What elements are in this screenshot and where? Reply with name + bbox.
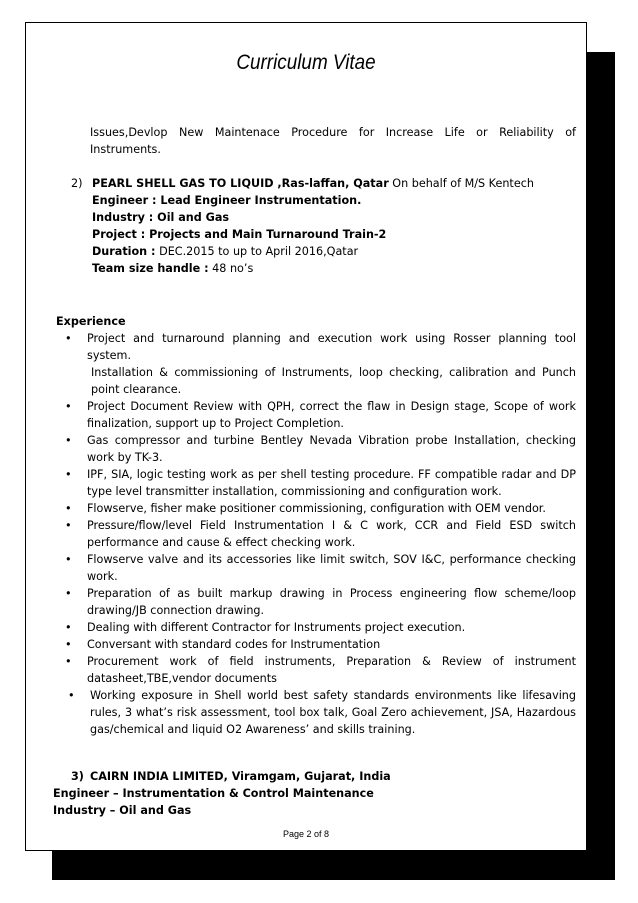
- experience-item-text: Working exposure in Shell world best safety standards environments like lifesaving rules, 3 what’s risk assessment, tool box talk, Goal Zero achievement, JSA, Hazardous gas/chemical and liquid O2 Awareness’ and skills training.: [90, 689, 576, 736]
- bullet: •: [65, 655, 72, 668]
- experience-item-text: Gas compressor and turbine Bentley Nevada Vibration probe Installation, checking work by TK-3.: [87, 434, 576, 464]
- project-3-engineer: Engineer – Instrumentation & Control Maintenance: [53, 787, 374, 800]
- project-2-block: [71, 175, 576, 277]
- experience-item-text: Conversant with standard codes for Instrumentation: [87, 638, 381, 651]
- experience-item: [63, 551, 576, 585]
- page-shadow-bottom: [52, 851, 615, 880]
- bullet: •: [65, 519, 72, 532]
- experience-item: [63, 500, 576, 517]
- bullet: •: [65, 468, 72, 481]
- project-2-team: [92, 260, 576, 277]
- project-2-company-suffix: On behalf of M/S Kentech: [388, 177, 534, 190]
- experience-item: [63, 466, 576, 500]
- bullet: •: [65, 553, 72, 566]
- experience-item-text: Project Document Review with QPH, correct the flaw in Design stage, Scope of work finalization, support up to Project Completion.: [87, 400, 576, 430]
- experience-item: [63, 585, 576, 619]
- experience-item-text: IPF, SIA, logic testing work as per shell testing procedure. FF compatible radar and DP type level transmitter installation, commissioning and configuration work.: [87, 468, 576, 498]
- experience-item-text: Flowserve valve and its accessories like limit switch, SOV I&C, performance checking work.: [87, 553, 576, 583]
- experience-list: [63, 330, 576, 738]
- experience-item-1: [63, 330, 576, 398]
- bullet: •: [65, 621, 72, 634]
- project-2-company-line: [92, 175, 576, 192]
- experience-item: [63, 432, 576, 466]
- experience-item: [63, 636, 576, 653]
- experience-item: [63, 517, 576, 551]
- continuation-paragraph: Issues,Devlop New Maintenace Procedure for Increase Life or Reliability of Instruments.: [90, 126, 576, 156]
- experience-item: [63, 398, 576, 432]
- document-page: [25, 22, 587, 851]
- duration-value: DEC.2015 to up to April 2016,Qatar: [155, 245, 359, 258]
- project-3-industry: Industry – Oil and Gas: [53, 804, 192, 817]
- bullet: •: [65, 638, 72, 651]
- experience-item-1-line1: Project and turnaround planning and execution work using Rosser planning tool system.: [87, 332, 576, 362]
- page-shadow-right: [587, 52, 615, 880]
- experience-item-1-line2: Installation & commissioning of Instruments, loop checking, calibration and Punch point clearance.: [91, 366, 576, 396]
- project-2-engineer: Engineer : Lead Engineer Instrumentation.: [92, 194, 362, 207]
- bullet: •: [68, 689, 75, 702]
- experience-item: [63, 619, 576, 636]
- experience-item: [63, 653, 576, 687]
- bullet: •: [65, 400, 72, 413]
- project-3-number: 3): [71, 770, 84, 783]
- experience-item-text: Dealing with different Contractor for Instruments project execution.: [87, 621, 466, 634]
- team-label: Team size handle :: [92, 262, 209, 275]
- project-2-duration: [92, 243, 576, 260]
- duration-label: Duration :: [92, 245, 156, 258]
- bullet: •: [65, 332, 72, 345]
- bullet: •: [65, 502, 72, 515]
- bullet: •: [65, 434, 72, 447]
- experience-item-text: Preparation of as built markup drawing in Process engineering flow scheme/loop drawing/JB connection drawing.: [87, 587, 576, 617]
- project-2-industry: Industry : Oil and Gas: [92, 211, 230, 224]
- project-2-number: 2): [71, 177, 83, 190]
- project-3-heading: [71, 768, 391, 785]
- team-value: 48 no’s: [208, 262, 254, 275]
- page-footer: Page 2 of 8: [282, 829, 330, 839]
- experience-item-last: [63, 687, 576, 738]
- bullet: •: [65, 587, 72, 600]
- experience-item-text: Procurement work of field instruments, Preparation & Review of instrument datasheet,TBE,vendor documents: [87, 655, 576, 685]
- experience-item-text: Pressure/flow/level Field Instrumentation I & C work, CCR and Field ESD switch performance and cause & effect checking work.: [87, 519, 576, 549]
- page-title: Curriculum Vitae: [236, 51, 376, 74]
- project-3-company: CAIRN INDIA LIMITED, Viramgam, Gujarat, India: [90, 770, 391, 783]
- experience-item-text: Flowserve, fisher make positioner commissioning, configuration with OEM vendor.: [87, 502, 546, 515]
- project-2-company: PEARL SHELL GAS TO LIQUID ,Ras-laffan, Qatar: [92, 177, 389, 190]
- project-2-project: Project : Projects and Main Turnaround Train-2: [92, 228, 387, 241]
- experience-heading: Experience: [56, 315, 126, 328]
